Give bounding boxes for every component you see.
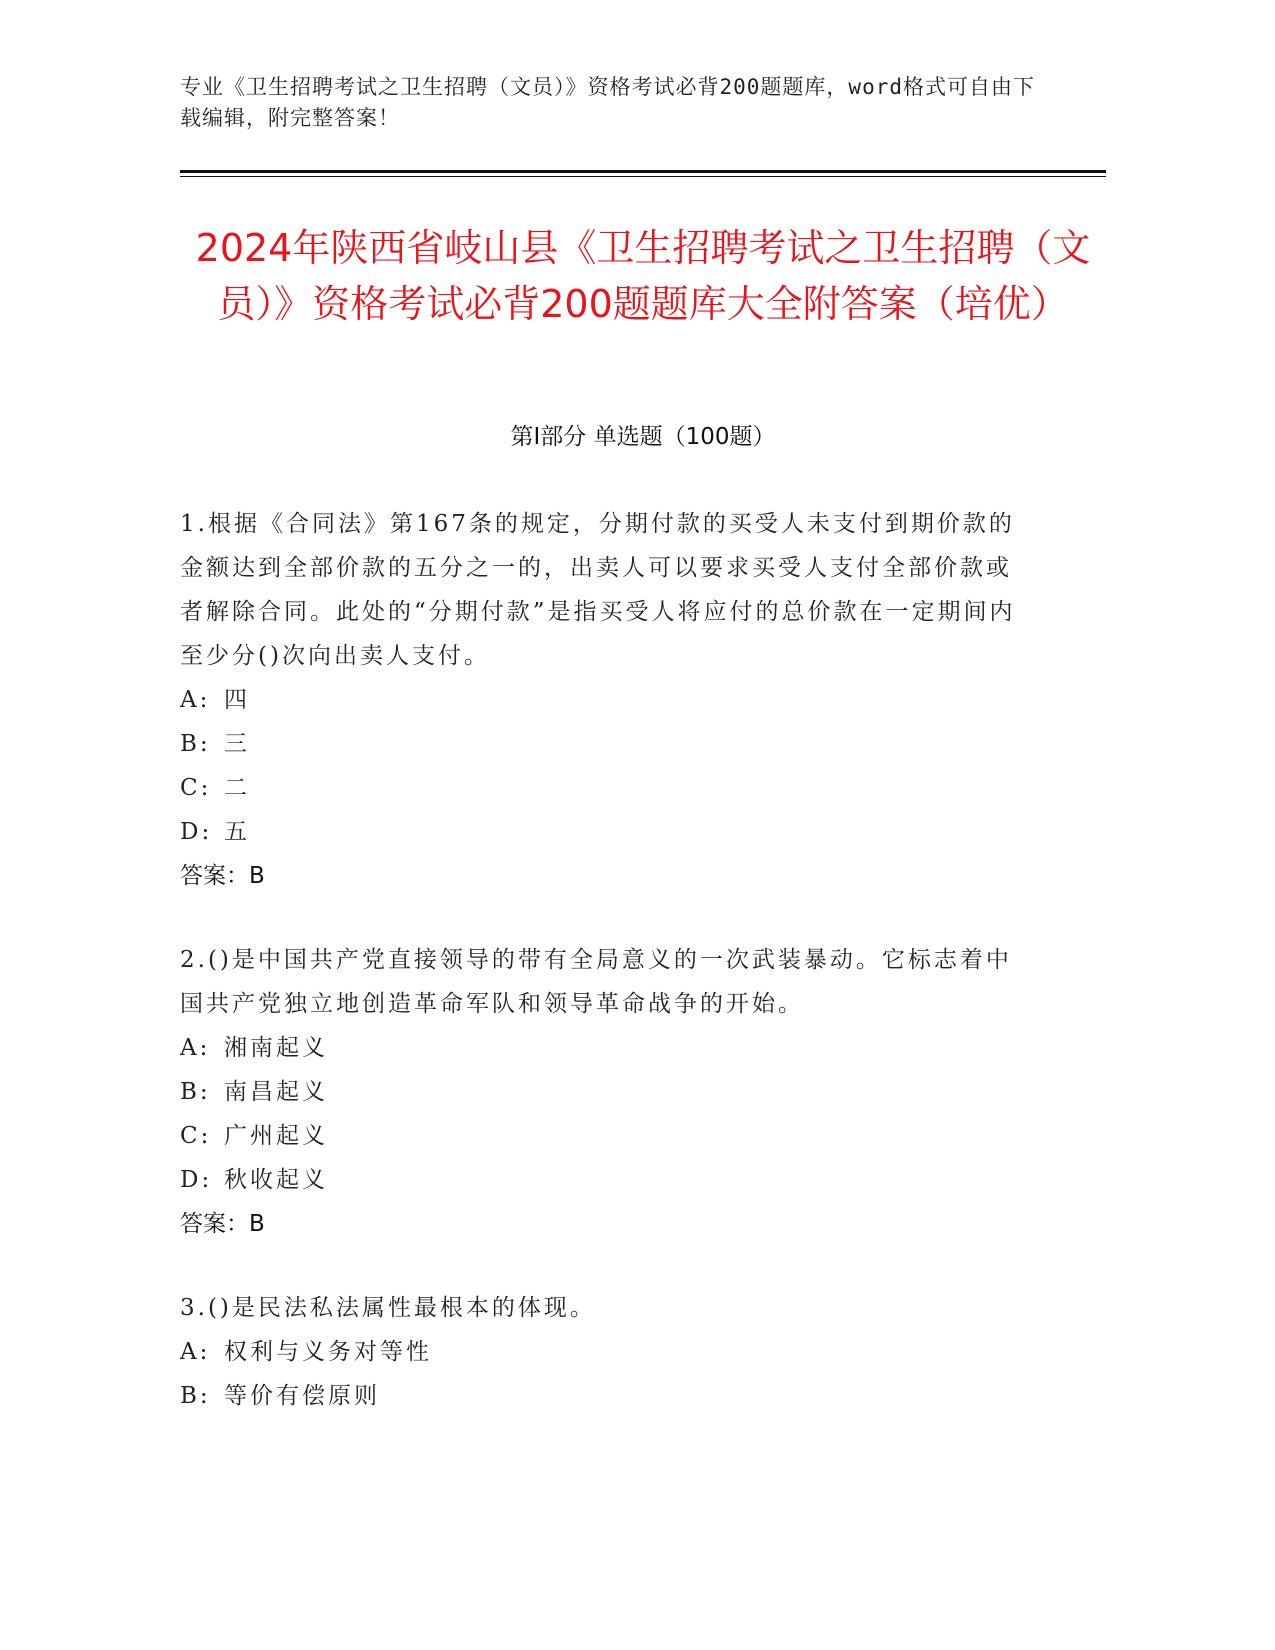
document-title: 2024年陕西省岐山县《卫生招聘考试之卫生招聘（文员）》资格考试必背200题题库大全附答案（培优） [195,226,1091,326]
option-text: 湘南起义 [224,1035,328,1061]
option-key: B: [180,1383,211,1409]
option-text: 广州起义 [224,1123,328,1149]
option-a [180,1026,1030,1070]
answer-line: 答案：B [180,1211,265,1237]
option-text: 等价有偿原则 [224,1383,380,1409]
option-b [180,1374,1030,1418]
option-key: D: [180,1167,213,1193]
option-key: A: [180,687,211,713]
question-stem: 3.()是民法私法属性最根本的体现。 [180,1295,596,1321]
option-c [180,766,1030,810]
option-key: C: [180,775,212,801]
question-2 [180,938,1030,1246]
option-b [180,1070,1030,1114]
option-text: 五 [224,819,250,845]
option-text: 四 [224,687,250,713]
option-key: D: [180,819,213,845]
option-key: B: [180,1079,211,1105]
option-key: C: [180,1123,212,1149]
option-a [180,678,1030,722]
question-stem: 2.()是中国共产党直接领导的带有全局意义的一次武装暴动。它标志着中国共产党独立地创造革命军队和领导革命战争的开始。 [180,947,1012,1017]
option-key: A: [180,1035,211,1061]
answer-line: 答案：B [180,863,265,889]
header-note: 专业《卫生招聘考试之卫生招聘（文员）》资格考试必背200题题库，word格式可自由下载编辑，附完整答案！ [180,75,1035,130]
section-title: 第I部分 单选题（100题） [510,424,776,450]
question-list [180,502,1030,1458]
option-text: 秋收起义 [224,1167,328,1193]
option-text: 南昌起义 [224,1079,328,1105]
question-3 [180,1286,1030,1418]
option-a [180,1330,1030,1374]
option-key: A: [180,1339,211,1365]
option-text: 三 [224,731,250,757]
option-b [180,722,1030,766]
header-rule-thick [180,170,1106,173]
question-1 [180,502,1030,898]
option-d [180,1158,1030,1202]
option-text: 权利与义务对等性 [224,1339,432,1365]
question-stem: 1.根据《合同法》第167条的规定，分期付款的买受人未支付到期价款的金额达到全部价款的五分之一的，出卖人可以要求买受人支付全部价款或者解除合同。此处的“分期付款”是指买受人将应付的总价款在一定期间内至少分()次向出卖人支付。 [180,511,1016,669]
option-d [180,810,1030,854]
option-text: 二 [224,775,250,801]
option-key: B: [180,731,211,757]
header-rule-thin [180,176,1106,177]
option-c [180,1114,1030,1158]
